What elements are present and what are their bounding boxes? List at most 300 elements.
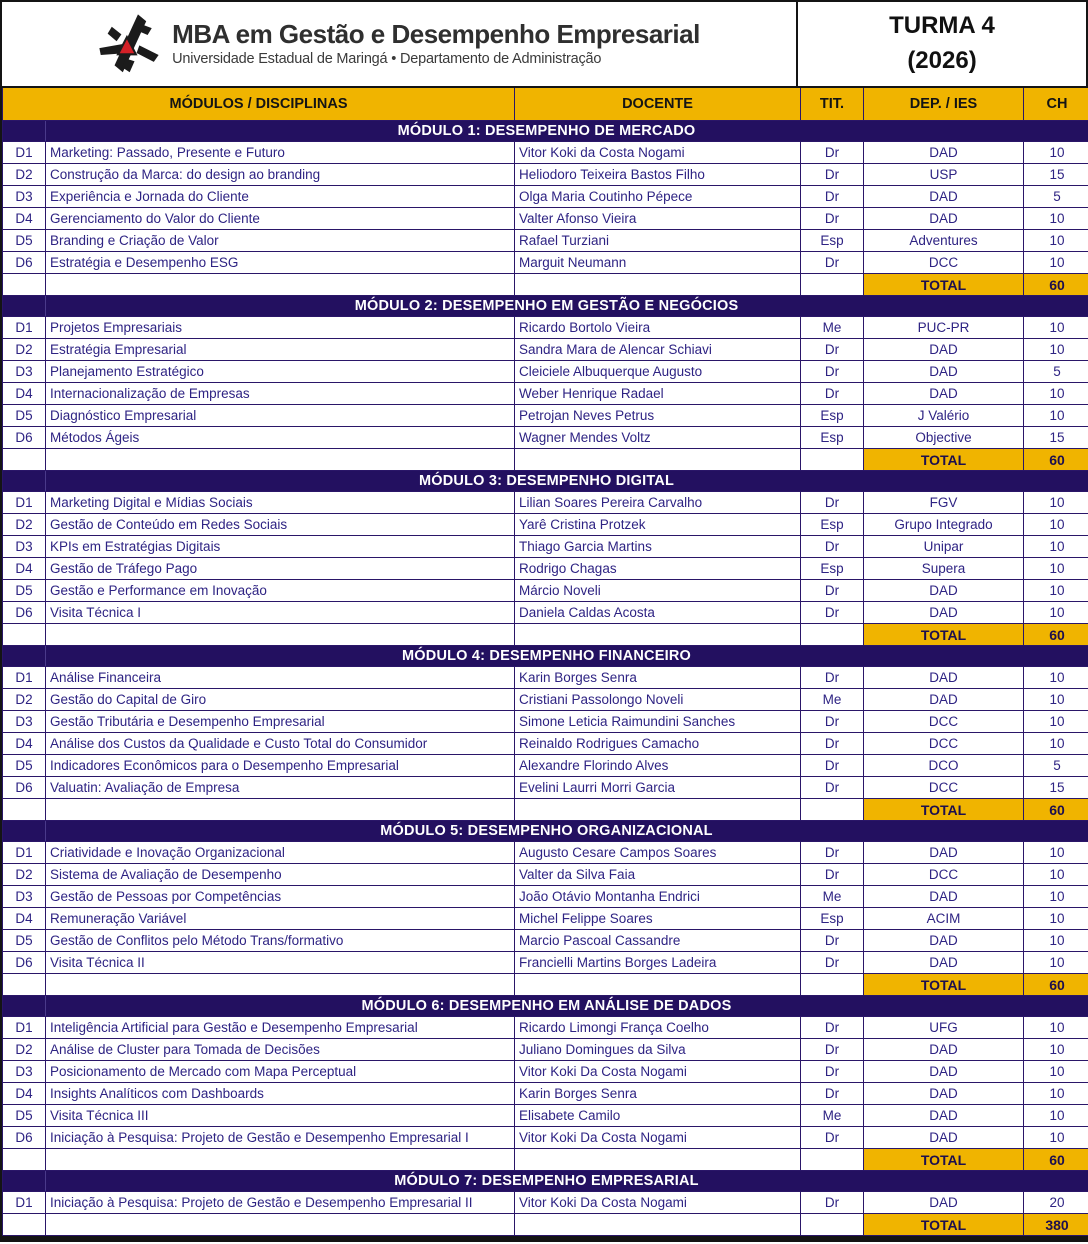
cell-ch: 5 <box>1024 755 1088 777</box>
table-row <box>3 602 1088 624</box>
cell-id: D5 <box>3 930 46 952</box>
cell-disciplina: Análise de Cluster para Tomada de Decisões <box>46 1039 515 1061</box>
cell-ch: 10 <box>1024 886 1088 908</box>
cell-ch: 10 <box>1024 1127 1088 1149</box>
cell-dep: PUC-PR <box>864 317 1024 339</box>
cell-docente: Sandra Mara de Alencar Schiavi <box>515 339 801 361</box>
cell-ch: 15 <box>1024 164 1088 186</box>
cell-dep: Supera <box>864 558 1024 580</box>
course-table <box>2 86 1088 1236</box>
total-label: TOTAL <box>864 1149 1024 1171</box>
cell-disciplina: Estratégia Empresarial <box>46 339 515 361</box>
cell-tit: Dr <box>801 777 864 799</box>
cell-ch: 10 <box>1024 930 1088 952</box>
cell-dep: USP <box>864 164 1024 186</box>
module-total-row <box>3 1214 1088 1236</box>
cell-tit: Dr <box>801 1061 864 1083</box>
cell-id: D4 <box>3 1083 46 1105</box>
cell-docente: Weber Henrique Radael <box>515 383 801 405</box>
total-empty-cell <box>3 799 46 821</box>
col-header-disciplinas: MÓDULOS / DISCIPLINAS <box>3 87 515 121</box>
cell-dep: Grupo Integrado <box>864 514 1024 536</box>
cell-tit: Dr <box>801 602 864 624</box>
total-value: 380 <box>1024 1214 1088 1236</box>
cell-ch: 10 <box>1024 142 1088 164</box>
table-row <box>3 536 1088 558</box>
cell-id: D3 <box>3 886 46 908</box>
cell-docente: Vitor Koki da Costa Nogami <box>515 142 801 164</box>
cell-dep: DAD <box>864 1192 1024 1214</box>
cell-tit: Dr <box>801 142 864 164</box>
table-row <box>3 164 1088 186</box>
table-row <box>3 667 1088 689</box>
cell-docente: Marguit Neumann <box>515 252 801 274</box>
table-row <box>3 777 1088 799</box>
cell-dep: DCC <box>864 711 1024 733</box>
cell-id: D4 <box>3 733 46 755</box>
cell-tit: Esp <box>801 405 864 427</box>
cell-ch: 20 <box>1024 1192 1088 1214</box>
cell-disciplina: Diagnóstico Empresarial <box>46 405 515 427</box>
cell-disciplina: Inteligência Artificial para Gestão e Desempenho Empresarial <box>46 1017 515 1039</box>
cell-docente: Augusto Cesare Campos Soares <box>515 842 801 864</box>
cell-docente: Ricardo Bortolo Vieira <box>515 317 801 339</box>
cell-docente: Valter da Silva Faia <box>515 864 801 886</box>
cell-disciplina: Gestão de Pessoas por Competências <box>46 886 515 908</box>
cell-dep: DCO <box>864 755 1024 777</box>
column-header-row <box>3 87 1088 121</box>
cell-ch: 10 <box>1024 1061 1088 1083</box>
cell-dep: FGV <box>864 492 1024 514</box>
total-empty-cell <box>46 1149 515 1171</box>
cell-id: D6 <box>3 252 46 274</box>
total-empty-cell <box>46 274 515 296</box>
cell-docente: Thiago Garcia Martins <box>515 536 801 558</box>
cell-id: D2 <box>3 339 46 361</box>
cell-id: D6 <box>3 777 46 799</box>
table-row <box>3 383 1088 405</box>
cell-dep: DCC <box>864 864 1024 886</box>
cell-disciplina: Valuatin: Avaliação de Empresa <box>46 777 515 799</box>
cell-ch: 10 <box>1024 208 1088 230</box>
document-header <box>2 2 1086 86</box>
cell-tit: Dr <box>801 864 864 886</box>
cell-ch: 10 <box>1024 667 1088 689</box>
cell-ch: 10 <box>1024 317 1088 339</box>
cell-disciplina: Insights Analíticos com Dashboards <box>46 1083 515 1105</box>
table-row <box>3 427 1088 449</box>
module-title: MÓDULO 2: DESEMPENHO EM GESTÃO E NEGÓCIOS <box>46 296 1088 317</box>
cell-docente: Yarê Cristina Protzek <box>515 514 801 536</box>
cell-disciplina: Gestão e Performance em Inovação <box>46 580 515 602</box>
cell-tit: Dr <box>801 711 864 733</box>
cell-dep: DAD <box>864 1127 1024 1149</box>
cell-ch: 10 <box>1024 952 1088 974</box>
document-subtitle: Universidade Estadual de Maringá • Departamento de Administração <box>172 50 602 67</box>
cell-docente: Petrojan Neves Petrus <box>515 405 801 427</box>
cell-ch: 10 <box>1024 908 1088 930</box>
cell-id: D2 <box>3 514 46 536</box>
module-band <box>3 121 1088 142</box>
cell-docente: Francielli Martins Borges Ladeira <box>515 952 801 974</box>
table-row <box>3 514 1088 536</box>
cell-docente: Juliano Domingues da Silva <box>515 1039 801 1061</box>
total-empty-cell <box>3 1149 46 1171</box>
cell-docente: Cleiciele Albuquerque Augusto <box>515 361 801 383</box>
cell-id: D1 <box>3 842 46 864</box>
cell-tit: Dr <box>801 1127 864 1149</box>
brand-text <box>172 21 700 67</box>
cell-tit: Dr <box>801 208 864 230</box>
module-title: MÓDULO 3: DESEMPENHO DIGITAL <box>46 471 1088 492</box>
cell-dep: DAD <box>864 1083 1024 1105</box>
cell-id: D1 <box>3 142 46 164</box>
cell-docente: Vitor Koki Da Costa Nogami <box>515 1127 801 1149</box>
total-empty-cell <box>46 799 515 821</box>
cell-dep: DAD <box>864 339 1024 361</box>
cell-disciplina: Marketing: Passado, Presente e Futuro <box>46 142 515 164</box>
cell-disciplina: Iniciação à Pesquisa: Projeto de Gestão e Desempenho Empresarial I <box>46 1127 515 1149</box>
cell-dep: DAD <box>864 186 1024 208</box>
total-empty-cell <box>801 449 864 471</box>
total-empty-cell <box>3 624 46 646</box>
total-empty-cell <box>801 974 864 996</box>
table-row <box>3 689 1088 711</box>
cell-docente: Vitor Koki Da Costa Nogami <box>515 1192 801 1214</box>
table-body <box>3 121 1088 1236</box>
cell-docente: Simone Leticia Raimundini Sanches <box>515 711 801 733</box>
cell-ch: 10 <box>1024 514 1088 536</box>
cell-id: D3 <box>3 361 46 383</box>
cell-docente: Karin Borges Senra <box>515 1083 801 1105</box>
cell-tit: Esp <box>801 908 864 930</box>
total-value: 60 <box>1024 274 1088 296</box>
module-band-spacer <box>3 471 46 492</box>
cell-ch: 10 <box>1024 689 1088 711</box>
table-row <box>3 317 1088 339</box>
cell-disciplina: Projetos Empresariais <box>46 317 515 339</box>
cell-tit: Me <box>801 886 864 908</box>
cell-tit: Dr <box>801 930 864 952</box>
total-value: 60 <box>1024 799 1088 821</box>
cell-docente: Olga Maria Coutinho Pépece <box>515 186 801 208</box>
table-row <box>3 142 1088 164</box>
total-empty-cell <box>515 974 801 996</box>
cell-docente: Márcio Noveli <box>515 580 801 602</box>
cell-dep: Unipar <box>864 536 1024 558</box>
total-empty-cell <box>3 274 46 296</box>
module-title: MÓDULO 6: DESEMPENHO EM ANÁLISE DE DADOS <box>46 996 1088 1017</box>
module-total-row <box>3 274 1088 296</box>
cell-id: D5 <box>3 580 46 602</box>
table-row <box>3 252 1088 274</box>
cell-ch: 10 <box>1024 558 1088 580</box>
cell-ch: 10 <box>1024 536 1088 558</box>
cell-ch: 10 <box>1024 1105 1088 1127</box>
cell-tit: Dr <box>801 164 864 186</box>
cell-disciplina: Visita Técnica III <box>46 1105 515 1127</box>
module-total-row <box>3 799 1088 821</box>
table-row <box>3 405 1088 427</box>
cell-disciplina: Visita Técnica I <box>46 602 515 624</box>
cell-docente: Heliodoro Teixeira Bastos Filho <box>515 164 801 186</box>
cell-tit: Dr <box>801 339 864 361</box>
total-value: 60 <box>1024 1149 1088 1171</box>
cell-tit: Dr <box>801 667 864 689</box>
total-empty-cell <box>46 449 515 471</box>
cell-disciplina: Construção da Marca: do design ao branding <box>46 164 515 186</box>
cell-dep: DAD <box>864 689 1024 711</box>
module-band-spacer <box>3 646 46 667</box>
cell-tit: Dr <box>801 952 864 974</box>
cell-tit: Dr <box>801 1039 864 1061</box>
cell-id: D3 <box>3 536 46 558</box>
cell-docente: Michel Felippe Soares <box>515 908 801 930</box>
cell-dep: DCC <box>864 733 1024 755</box>
module-title: MÓDULO 7: DESEMPENHO EMPRESARIAL <box>46 1171 1088 1192</box>
cell-dep: DAD <box>864 1061 1024 1083</box>
cell-disciplina: Criatividade e Inovação Organizacional <box>46 842 515 864</box>
cell-ch: 15 <box>1024 427 1088 449</box>
cell-dep: DAD <box>864 952 1024 974</box>
module-band <box>3 821 1088 842</box>
col-header-ch: CH <box>1024 87 1088 121</box>
cell-ch: 10 <box>1024 864 1088 886</box>
table-row <box>3 208 1088 230</box>
cell-docente: Evelini Laurri Morri Garcia <box>515 777 801 799</box>
cell-docente: João Otávio Montanha Endrici <box>515 886 801 908</box>
table-row <box>3 1127 1088 1149</box>
cell-dep: Adventures <box>864 230 1024 252</box>
total-empty-cell <box>801 624 864 646</box>
cell-ch: 10 <box>1024 1083 1088 1105</box>
cell-ch: 10 <box>1024 580 1088 602</box>
table-row <box>3 711 1088 733</box>
cell-dep: DAD <box>864 208 1024 230</box>
cell-id: D2 <box>3 689 46 711</box>
cell-docente: Vitor Koki Da Costa Nogami <box>515 1061 801 1083</box>
cell-tit: Dr <box>801 1083 864 1105</box>
cell-id: D6 <box>3 427 46 449</box>
cell-dep: DAD <box>864 667 1024 689</box>
cell-id: D2 <box>3 164 46 186</box>
cell-dep: DCC <box>864 777 1024 799</box>
table-row <box>3 755 1088 777</box>
cell-id: D1 <box>3 1192 46 1214</box>
cell-tit: Dr <box>801 733 864 755</box>
cell-id: D2 <box>3 1039 46 1061</box>
cell-ch: 10 <box>1024 230 1088 252</box>
cell-tit: Dr <box>801 1017 864 1039</box>
total-empty-cell <box>515 449 801 471</box>
total-label: TOTAL <box>864 624 1024 646</box>
cell-docente: Cristiani Passolongo Noveli <box>515 689 801 711</box>
table-row <box>3 1061 1088 1083</box>
cell-dep: DAD <box>864 930 1024 952</box>
cell-ch: 10 <box>1024 492 1088 514</box>
module-band <box>3 471 1088 492</box>
cell-id: D3 <box>3 1061 46 1083</box>
cell-tit: Esp <box>801 558 864 580</box>
total-empty-cell <box>801 1149 864 1171</box>
table-row <box>3 886 1088 908</box>
table-row <box>3 864 1088 886</box>
cell-disciplina: Internacionalização de Empresas <box>46 383 515 405</box>
cell-id: D6 <box>3 952 46 974</box>
module-band-spacer <box>3 996 46 1017</box>
total-label: TOTAL <box>864 799 1024 821</box>
cell-disciplina: KPIs em Estratégias Digitais <box>46 536 515 558</box>
cell-id: D2 <box>3 864 46 886</box>
total-empty-cell <box>3 449 46 471</box>
cell-docente: Reinaldo Rodrigues Camacho <box>515 733 801 755</box>
cell-id: D1 <box>3 492 46 514</box>
table-row <box>3 952 1088 974</box>
table-row <box>3 1083 1088 1105</box>
total-value: 60 <box>1024 624 1088 646</box>
module-band <box>3 1171 1088 1192</box>
cell-disciplina: Estratégia e Desempenho ESG <box>46 252 515 274</box>
cell-disciplina: Gestão do Capital de Giro <box>46 689 515 711</box>
cell-docente: Alexandre Florindo Alves <box>515 755 801 777</box>
module-title: MÓDULO 5: DESEMPENHO ORGANIZACIONAL <box>46 821 1088 842</box>
cell-id: D1 <box>3 667 46 689</box>
total-value: 60 <box>1024 974 1088 996</box>
total-empty-cell <box>801 799 864 821</box>
table-row <box>3 230 1088 252</box>
cell-id: D3 <box>3 186 46 208</box>
cell-ch: 15 <box>1024 777 1088 799</box>
cell-id: D4 <box>3 208 46 230</box>
module-band-spacer <box>3 121 46 142</box>
cell-id: D6 <box>3 1127 46 1149</box>
module-band-spacer <box>3 296 46 317</box>
table-row <box>3 908 1088 930</box>
cell-disciplina: Iniciação à Pesquisa: Projeto de Gestão e Desempenho Empresarial II <box>46 1192 515 1214</box>
total-empty-cell <box>46 1214 515 1236</box>
table-row <box>3 186 1088 208</box>
cell-tit: Dr <box>801 383 864 405</box>
cell-id: D4 <box>3 558 46 580</box>
cell-ch: 10 <box>1024 339 1088 361</box>
total-empty-cell <box>3 1214 46 1236</box>
cell-docente: Valter Afonso Vieira <box>515 208 801 230</box>
total-value: 60 <box>1024 449 1088 471</box>
cell-docente: Rodrigo Chagas <box>515 558 801 580</box>
cell-id: D5 <box>3 230 46 252</box>
module-band <box>3 646 1088 667</box>
cell-tit: Dr <box>801 1192 864 1214</box>
table-row <box>3 842 1088 864</box>
cell-docente: Daniela Caldas Acosta <box>515 602 801 624</box>
brand-block <box>2 2 798 86</box>
cell-dep: DAD <box>864 1105 1024 1127</box>
cell-dep: DAD <box>864 842 1024 864</box>
cell-id: D4 <box>3 908 46 930</box>
cell-tit: Me <box>801 689 864 711</box>
total-label: TOTAL <box>864 1214 1024 1236</box>
cell-id: D5 <box>3 755 46 777</box>
cell-tit: Esp <box>801 514 864 536</box>
total-empty-cell <box>46 624 515 646</box>
total-label: TOTAL <box>864 449 1024 471</box>
cell-dep: Objective <box>864 427 1024 449</box>
cell-disciplina: Remuneração Variável <box>46 908 515 930</box>
cell-ch: 10 <box>1024 1017 1088 1039</box>
table-row <box>3 580 1088 602</box>
cell-id: D3 <box>3 711 46 733</box>
cell-tit: Dr <box>801 492 864 514</box>
cell-disciplina: Posicionamento de Mercado com Mapa Perceptual <box>46 1061 515 1083</box>
cell-ch: 10 <box>1024 842 1088 864</box>
col-header-docente: DOCENTE <box>515 87 801 121</box>
total-empty-cell <box>515 1149 801 1171</box>
module-total-row <box>3 1149 1088 1171</box>
cell-dep: UFG <box>864 1017 1024 1039</box>
cell-disciplina: Gestão de Conteúdo em Redes Sociais <box>46 514 515 536</box>
module-total-row <box>3 624 1088 646</box>
cell-id: D5 <box>3 1105 46 1127</box>
module-total-row <box>3 449 1088 471</box>
cell-disciplina: Análise dos Custos da Qualidade e Custo Total do Consumidor <box>46 733 515 755</box>
cell-disciplina: Gerenciamento do Valor do Cliente <box>46 208 515 230</box>
cell-tit: Dr <box>801 580 864 602</box>
cell-disciplina: Branding e Criação de Valor <box>46 230 515 252</box>
cell-ch: 10 <box>1024 383 1088 405</box>
cell-dep: DAD <box>864 142 1024 164</box>
cell-tit: Dr <box>801 755 864 777</box>
table-row <box>3 1039 1088 1061</box>
table-row <box>3 930 1088 952</box>
cell-docente: Elisabete Camilo <box>515 1105 801 1127</box>
document-title: MBA em Gestão e Desempenho Empresarial <box>172 19 700 50</box>
cell-ch: 5 <box>1024 361 1088 383</box>
col-header-dep: DEP. / IES <box>864 87 1024 121</box>
cell-dep: DAD <box>864 361 1024 383</box>
table-row <box>3 1017 1088 1039</box>
module-band-spacer <box>3 821 46 842</box>
module-band <box>3 296 1088 317</box>
cell-tit: Dr <box>801 186 864 208</box>
cell-dep: DCC <box>864 252 1024 274</box>
cell-dep: DAD <box>864 580 1024 602</box>
cell-docente: Marcio Pascoal Cassandre <box>515 930 801 952</box>
total-label: TOTAL <box>864 974 1024 996</box>
cell-ch: 10 <box>1024 711 1088 733</box>
cell-tit: Me <box>801 317 864 339</box>
cell-disciplina: Gestão de Conflitos pelo Método Trans/formativo <box>46 930 515 952</box>
turma-block <box>798 2 1086 86</box>
cell-disciplina: Marketing Digital e Mídias Sociais <box>46 492 515 514</box>
module-title: MÓDULO 1: DESEMPENHO DE MERCADO <box>46 121 1088 142</box>
cell-dep: DAD <box>864 383 1024 405</box>
cell-docente: Ricardo Limongi França Coelho <box>515 1017 801 1039</box>
total-empty-cell <box>801 1214 864 1236</box>
cell-disciplina: Visita Técnica II <box>46 952 515 974</box>
cell-dep: J Valério <box>864 405 1024 427</box>
total-empty-cell <box>515 799 801 821</box>
cell-docente: Lilian Soares Pereira Carvalho <box>515 492 801 514</box>
cell-disciplina: Análise Financeira <box>46 667 515 689</box>
cell-id: D1 <box>3 1017 46 1039</box>
cell-tit: Dr <box>801 361 864 383</box>
table-row <box>3 361 1088 383</box>
cell-id: D6 <box>3 602 46 624</box>
module-band-spacer <box>3 1171 46 1192</box>
total-empty-cell <box>3 974 46 996</box>
module-total-row <box>3 974 1088 996</box>
cell-tit: Dr <box>801 536 864 558</box>
